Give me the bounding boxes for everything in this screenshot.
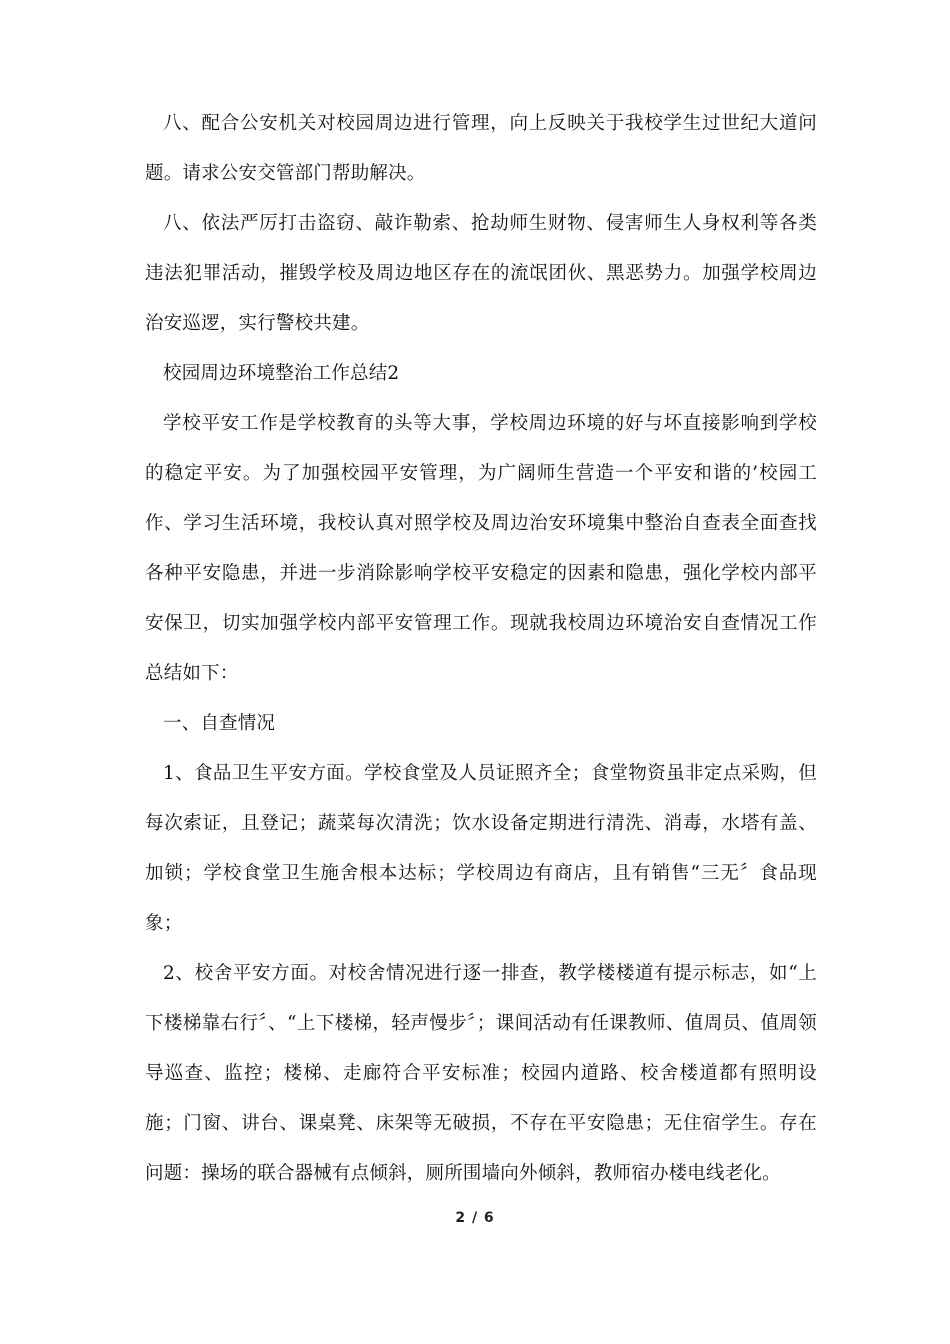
paragraph-introduction: 学校平安工作是学校教育的头等大事，学校周边环境的好与坏直接影响到学校的稳定平安。为了加强校园平安管理，为广阔师生营造一个平安和谐的’校园工作、学习生活环境，我校认真对照学校及周边治安环境集中整治自查表全面查找各种平安隐患，并进一步消除影响学校平安稳定的因素和隐患，强化学校内部平安保卫，切实加强学校内部平安管理工作。现就我校周边环境治安自查情况工作总结如下： xyxy=(145,413,817,684)
paragraph-food-safety: 1、食品卫生平安方面。学校食堂及人员证照齐全；食堂物资虽非定点采购，但每次索证，且登记；蔬菜每次清洗；饮水设备定期进行清洗、消毒，水塔有盖、加锁；学校食堂卫生施舍根本达标；学校周边有商店，且有销售“三无〞食品现象； xyxy=(145,763,817,934)
subsection-heading: 一、自查情况 xyxy=(163,713,276,734)
page-number: 2 / 6 xyxy=(455,1210,495,1226)
paragraph-building-safety: 2、校舍平安方面。对校舍情况进行逐一排查，教学楼楼道有提示标志，如“上下楼梯靠右行〞、“上下楼梯，轻声慢步〞；课间活动有任课教师、值周员、值周领导巡查、监控；楼梯、走廊符合平安标准；校园内道路、校舍楼道都有照明设施；门窗、讲台、课桌凳、床架等无破损，不存在平安隐患；无住宿学生。存在问题：操场的联合器械有点倾斜，厕所围墙向外倾斜，教师宿办楼电线老化。 xyxy=(145,963,817,1184)
paragraph-section-8-cooperation: 八、配合公安机关对校园周边进行管理，向上反映关于我校学生过世纪大道问题。请求公安交管部门帮助解决。 xyxy=(145,113,817,184)
paragraph-section-8-crackdown: 八、依法严厉打击盗窃、敲诈勒索、抢劫师生财物、侵害师生人身权利等各类违法犯罪活动，摧毁学校及周边地区存在的流氓团伙、黑恶势力。加强学校周边治安巡逻，实行警校共建。 xyxy=(145,213,817,334)
document-body xyxy=(145,99,817,1199)
section-heading: 校园周边环境整治工作总结2 xyxy=(163,363,400,384)
